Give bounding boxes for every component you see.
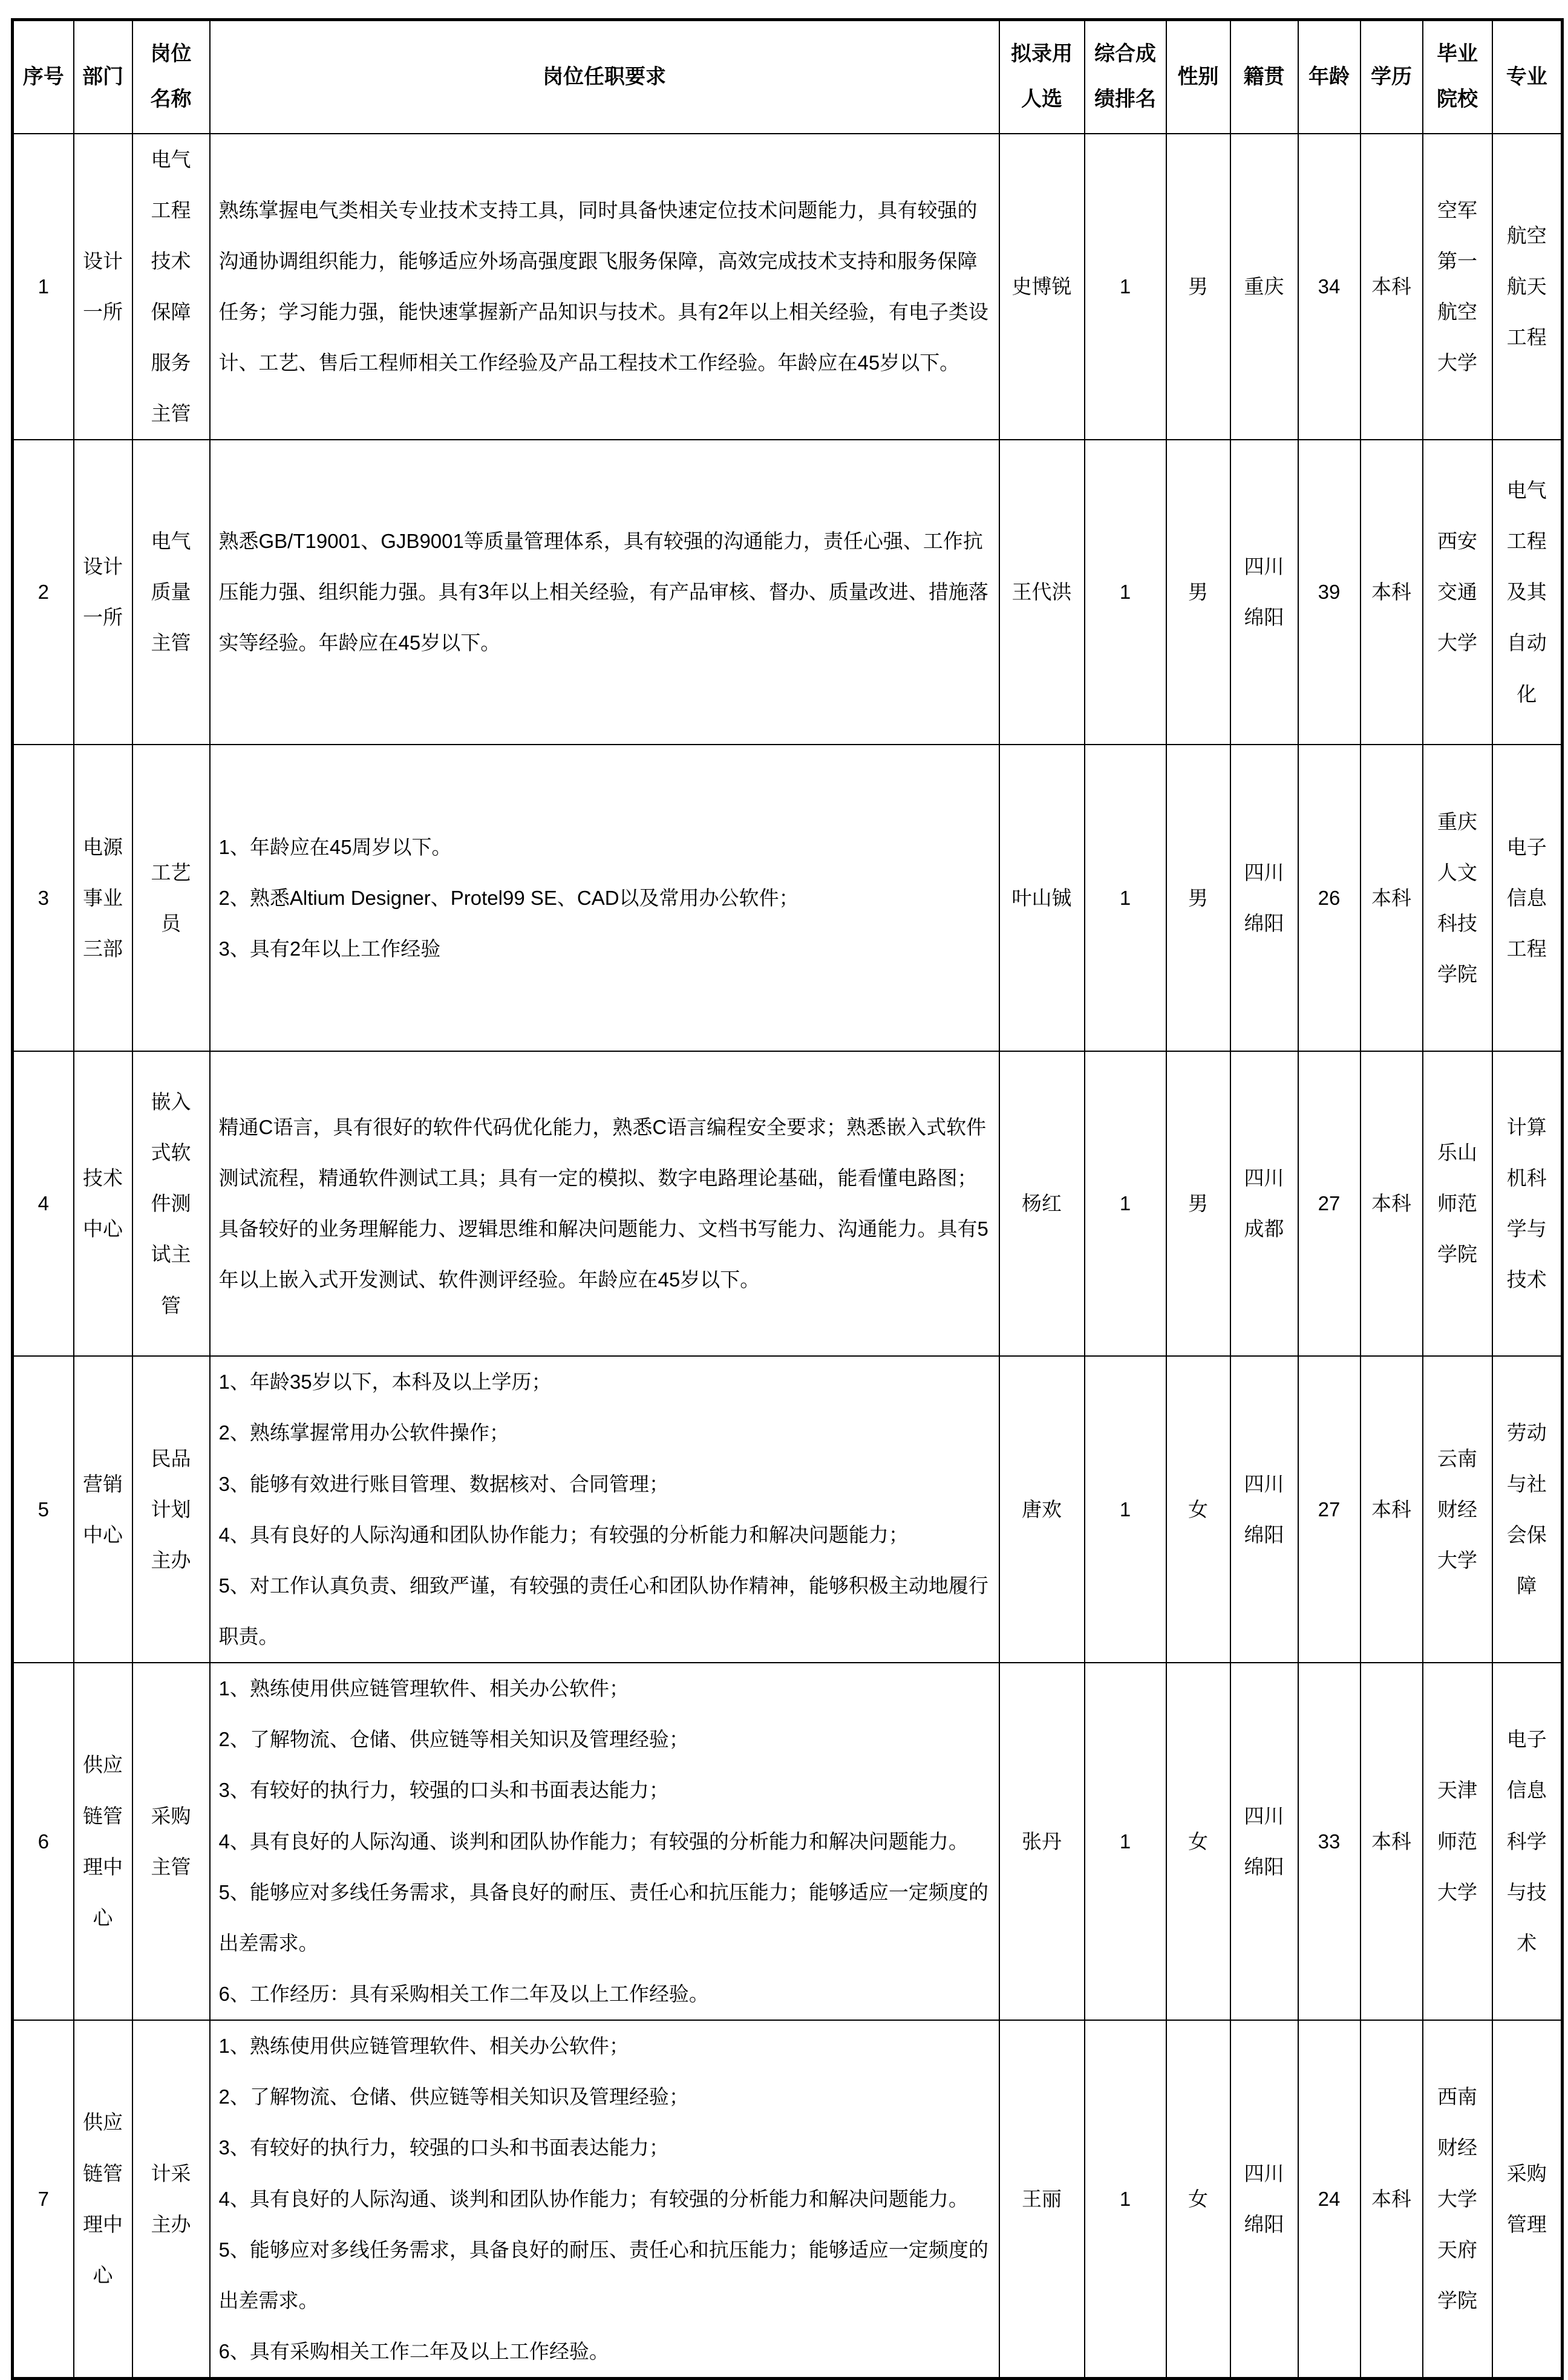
requirement-line: 4、具有良好的人际沟通、谈判和团队协作能力；有较强的分析能力和解决问题能力。 [218,2187,969,2210]
cell-school: 重庆人文科技学院 [1423,745,1492,1051]
cell-education: 本科 [1361,2020,1423,2378]
cell-education: 本科 [1361,1356,1423,1663]
cell-candidate: 王代洪 [999,440,1085,745]
cell-gender: 女 [1166,2020,1230,2378]
cell-seq: 6 [13,1663,74,2020]
cell-major: 航空航天工程 [1492,134,1563,440]
cell-education: 本科 [1361,745,1423,1051]
cell-major: 采购管理 [1492,2020,1563,2378]
cell-major: 计算机科学与技术 [1492,1051,1563,1356]
cell-candidate: 唐欢 [999,1356,1085,1663]
col-header-seq: 序号 [13,20,74,134]
recruitment-roster-table [11,18,1564,2380]
cell-position: 采购主管 [132,1663,210,2020]
cell-requirements [210,745,999,1051]
col-header-position: 岗位名称 [132,20,210,134]
requirement-line: 3、有较好的执行力，较强的口头和书面表达能力； [218,1779,669,1802]
requirement-line: 1、熟练使用供应链管理软件、相关办公软件； [218,1677,629,1700]
cell-requirements [210,1356,999,1663]
cell-candidate: 杨红 [999,1051,1085,1356]
cell-seq: 3 [13,745,74,1051]
cell-major: 电子信息工程 [1492,745,1563,1051]
cell-candidate: 史博锐 [999,134,1085,440]
cell-department: 供应链管理中心 [74,1663,132,2020]
requirement-line: 2、了解物流、仓储、供应链等相关知识及管理经验； [218,2085,689,2108]
cell-seq: 5 [13,1356,74,1663]
requirement-line: 1、年龄应在45周岁以下。 [218,835,452,858]
table-row [13,440,1563,745]
cell-seq: 4 [13,1051,74,1356]
cell-education: 本科 [1361,1663,1423,2020]
cell-seq: 1 [13,134,74,440]
table-row [13,134,1563,440]
requirement-line: 熟悉GB/T19001、GJB9001等质量管理体系，具有较强的沟通能力，责任心强、工作抗压能力强、组织能力强。具有3年以上相关经验，有产品审核、督办、质量改进、措施落实等经验。年龄应在45岁以下。 [218,530,988,654]
requirement-line: 2、熟悉Altium Designer、Protel99 SE、CAD以及常用办公软件； [218,886,799,909]
col-header-gender: 性别 [1166,20,1230,134]
cell-position: 民品计划主办 [132,1356,210,1663]
cell-requirements [210,1051,999,1356]
col-header-major: 专业 [1492,20,1563,134]
requirement-line: 3、具有2年以上工作经验 [218,937,441,960]
requirement-line: 5、对工作认真负责、细致严谨，有较强的责任心和团队协作精神，能够积极主动地履行职责。 [218,1574,988,1648]
cell-position: 电气质量主管 [132,440,210,745]
requirement-line: 6、工作经历：具有采购相关工作二年及以上工作经验。 [218,1983,709,2006]
table-header-row [13,20,1563,134]
cell-school: 乐山师范学院 [1423,1051,1492,1356]
cell-gender: 女 [1166,1356,1230,1663]
requirement-line: 4、具有良好的人际沟通、谈判和团队协作能力；有较强的分析能力和解决问题能力。 [218,1830,969,1853]
col-header-age: 年龄 [1298,20,1361,134]
cell-hometown: 重庆 [1230,134,1298,440]
cell-school: 西南财经大学天府学院 [1423,2020,1492,2378]
cell-rank: 1 [1085,1356,1166,1663]
cell-hometown: 四川绵阳 [1230,1663,1298,2020]
cell-candidate: 王丽 [999,2020,1085,2378]
cell-hometown: 四川绵阳 [1230,1356,1298,1663]
cell-school: 西安交通大学 [1423,440,1492,745]
table-row [13,745,1563,1051]
cell-candidate: 叶山铖 [999,745,1085,1051]
cell-gender: 男 [1166,134,1230,440]
cell-gender: 女 [1166,1663,1230,2020]
cell-requirements [210,2020,999,2378]
cell-department: 供应链管理中心 [74,2020,132,2378]
requirement-line: 4、具有良好的人际沟通和团队协作能力；有较强的分析能力和解决问题能力； [218,1523,909,1546]
cell-requirements [210,1663,999,2020]
cell-hometown: 四川绵阳 [1230,745,1298,1051]
requirement-line: 5、能够应对多线任务需求，具备良好的耐压、责任心和抗压能力；能够适应一定频度的出差需求。 [218,1880,988,1954]
cell-requirements [210,440,999,745]
cell-education: 本科 [1361,1051,1423,1356]
cell-rank: 1 [1085,2020,1166,2378]
col-header-school: 毕业院校 [1423,20,1492,134]
cell-school: 空军第一航空大学 [1423,134,1492,440]
cell-major: 劳动与社会保障 [1492,1356,1563,1663]
cell-position: 电气工程技术保障服务主管 [132,134,210,440]
col-header-requirements: 岗位任职要求 [210,20,999,134]
cell-education: 本科 [1361,440,1423,745]
cell-position: 嵌入式软件测试主管 [132,1051,210,1356]
cell-gender: 男 [1166,745,1230,1051]
requirement-line: 5、能够应对多线任务需求，具备良好的耐压、责任心和抗压能力；能够适应一定频度的出差需求。 [218,2238,988,2312]
table-row [13,1663,1563,2020]
cell-major: 电子信息科学与技术 [1492,1663,1563,2020]
cell-hometown: 四川绵阳 [1230,440,1298,745]
cell-gender: 男 [1166,440,1230,745]
requirement-line: 1、年龄35岁以下，本科及以上学历； [218,1371,552,1394]
cell-department: 营销中心 [74,1356,132,1663]
table-row [13,1356,1563,1663]
cell-education: 本科 [1361,134,1423,440]
cell-rank: 1 [1085,440,1166,745]
cell-seq: 2 [13,440,74,745]
cell-school: 云南财经大学 [1423,1356,1492,1663]
cell-hometown: 四川绵阳 [1230,2020,1298,2378]
cell-age: 33 [1298,1663,1361,2020]
requirement-line: 2、熟练掌握常用办公软件操作； [218,1421,509,1444]
cell-age: 24 [1298,2020,1361,2378]
requirement-line: 1、熟练使用供应链管理软件、相关办公软件； [218,2035,629,2058]
cell-position: 工艺员 [132,745,210,1051]
col-header-candidate: 拟录用人选 [999,20,1085,134]
cell-school: 天津师范大学 [1423,1663,1492,2020]
cell-seq: 7 [13,2020,74,2378]
requirement-line: 2、了解物流、仓储、供应链等相关知识及管理经验； [218,1728,689,1751]
cell-major: 电气工程及其自动化 [1492,440,1563,745]
cell-gender: 男 [1166,1051,1230,1356]
cell-department: 设计一所 [74,440,132,745]
requirement-line: 6、具有采购相关工作二年及以上工作经验。 [218,2340,609,2363]
cell-age: 27 [1298,1356,1361,1663]
cell-hometown: 四川成都 [1230,1051,1298,1356]
cell-rank: 1 [1085,1051,1166,1356]
cell-rank: 1 [1085,134,1166,440]
cell-department: 电源事业三部 [74,745,132,1051]
cell-position: 计采主办 [132,2020,210,2378]
requirement-line: 3、有较好的执行力，较强的口头和书面表达能力； [218,2136,669,2159]
col-header-department: 部门 [74,20,132,134]
cell-age: 39 [1298,440,1361,745]
cell-rank: 1 [1085,1663,1166,2020]
requirement-line: 精通C语言，具有很好的软件代码优化能力，熟悉C语言编程安全要求；熟悉嵌入式软件测试流程，精通软件测试工具；具有一定的模拟、数字电路理论基础，能看懂电路图；具备较好的业务理解能力、逻辑思维和解决问题能力、文档书写能力、沟通能力。具有5年以上嵌入式开发测试、软件测评经验。年龄应在45岁以下。 [218,1116,988,1291]
cell-age: 34 [1298,134,1361,440]
table-row [13,2020,1563,2378]
col-header-rank: 综合成绩排名 [1085,20,1166,134]
cell-age: 27 [1298,1051,1361,1356]
cell-department: 技术中心 [74,1051,132,1356]
cell-requirements [210,134,999,440]
table-row [13,1051,1563,1356]
requirement-line: 3、能够有效进行账目管理、数据核对、合同管理； [218,1472,669,1495]
cell-department: 设计一所 [74,134,132,440]
cell-candidate: 张丹 [999,1663,1085,2020]
col-header-education: 学历 [1361,20,1423,134]
col-header-hometown: 籍贯 [1230,20,1298,134]
cell-rank: 1 [1085,745,1166,1051]
cell-age: 26 [1298,745,1361,1051]
requirement-line: 熟练掌握电气类相关专业技术支持工具，同时具备快速定位技术问题能力，具有较强的沟通协调组织能力，能够适应外场高强度跟飞服务保障，高效完成技术支持和服务保障任务；学习能力强，能快速掌握新产品知识与技术。具有2年以上相关经验，有电子类设计、工艺、售后工程师相关工作经验及产品工程技术工作经验。年龄应在45岁以下。 [218,198,988,374]
